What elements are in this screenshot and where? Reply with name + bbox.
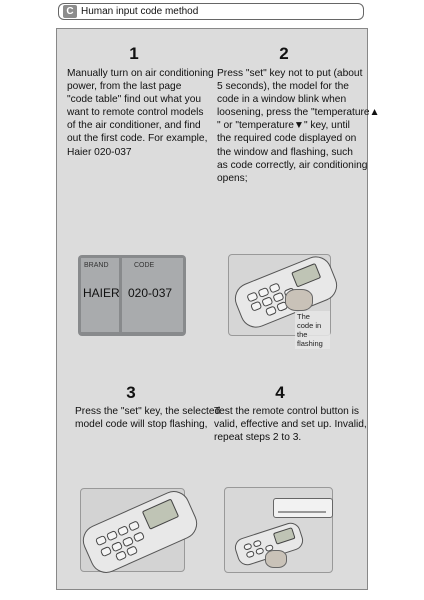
code-value: 020-037 bbox=[128, 286, 173, 300]
remote-body bbox=[78, 486, 202, 578]
finger-icon bbox=[285, 289, 313, 311]
air-conditioner-unit bbox=[273, 498, 333, 518]
code-cell bbox=[122, 258, 183, 332]
section-badge: C bbox=[63, 5, 77, 18]
brand-code-card bbox=[78, 255, 186, 336]
brand-value: HAIER bbox=[83, 286, 120, 300]
remote-screen bbox=[273, 527, 296, 545]
hand-icon bbox=[265, 550, 287, 568]
remote-screen bbox=[142, 498, 179, 529]
remote-aimed-at-ac-photo bbox=[224, 487, 333, 573]
step-1-text: Manually turn on air conditioning power, from the last page "code table" find out what you want to remote control models of the air conditioner, and find out the first code. For example, Haier 020-037 bbox=[67, 68, 214, 158]
brand-label: BRAND bbox=[84, 262, 109, 269]
remote-control-photo bbox=[80, 488, 185, 572]
step-2-number: 2 bbox=[279, 44, 289, 63]
step-4-number: 4 bbox=[275, 383, 285, 402]
step-1-number: 1 bbox=[129, 44, 139, 63]
photo-caption: The code in the flashing bbox=[295, 311, 330, 349]
section-title: Human input code method bbox=[81, 6, 199, 17]
step-2-text: Press "set" key not to put (about 5 seconds), the model for the code in a window blink when loosening, press the "temperature▲ " or "temperature▼" key, until the required code displayed on the window and flashing, such as code correctly, air conditioning opens; bbox=[217, 68, 380, 184]
code-label: CODE bbox=[134, 262, 155, 269]
remote-control-photo bbox=[228, 254, 331, 348]
brand-cell bbox=[81, 258, 119, 332]
section-header bbox=[58, 3, 364, 20]
step-3-text: Press the "set" key, the selected model code will stop flashing, bbox=[75, 406, 221, 431]
step-3-number: 3 bbox=[126, 383, 136, 402]
step-4-text: Test the remote control button is valid, effective and set up. Invalid, repeat steps 2 to 3. bbox=[214, 406, 367, 444]
remote-screen bbox=[291, 263, 321, 288]
